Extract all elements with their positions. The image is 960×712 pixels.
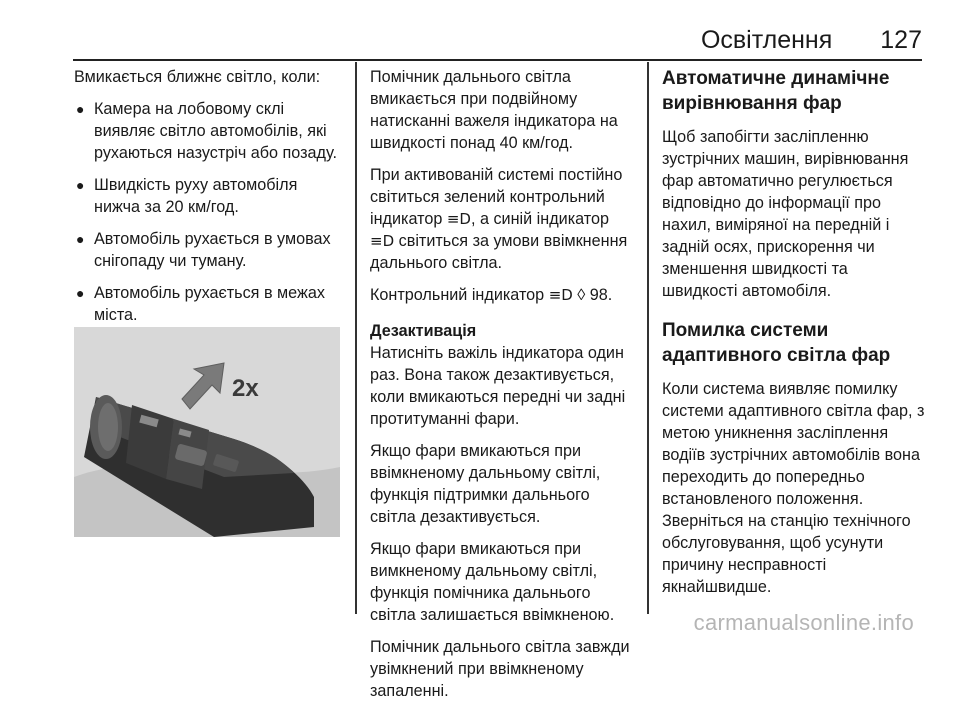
deactivation-heading: Дезактивація	[370, 322, 477, 340]
service-text: Зверніться на станцію технічного обслуговування, щоб усунути причину несправності якнайшвидше.	[662, 512, 911, 596]
high-beam-indicator-icon: ≡D	[548, 286, 573, 304]
page-header	[701, 26, 922, 55]
headlight-off-text: Якщо фари вмикаються при вимкненому дальньому світлі, функція помічника дальнього світла залишається ввімкненою.	[370, 540, 615, 624]
dynamic-leveling-text: Щоб запобігти засліпленню зустрічних машин, вирівнювання фар автоматично регулюється відповідно до інформації про нахил, виміряної на передній і задній осях, прискорення чи зменшення швидкості та швидкості автомобіля.	[662, 128, 909, 300]
bullet-icon: ●	[76, 231, 85, 247]
headlight-on-text: Якщо фари вмикаються при ввімкненому дальньому світлі, функція підтримки дальнього світла дезактивується.	[370, 442, 601, 526]
page-number: 127	[880, 26, 922, 54]
column-2	[370, 66, 635, 712]
adaptive-light-error-text: Коли система виявляє помилку системи адаптивного світла фар, з метою уникнення засліплення водіїв зустрічних автомобілів вона переходить до попередньо встановленого положення.	[662, 380, 925, 508]
conditions-list	[74, 98, 344, 326]
column-divider-1	[355, 62, 357, 614]
list-item: ● Швидкість руху автомобіля нижча за 20 км/год.	[76, 176, 298, 216]
indicator-reference: Контрольний індикатор ≡D ◊ 98.	[370, 286, 613, 304]
ignition-text: Помічник дальнього світла завжди увімкнений при ввімкненому запаленні.	[370, 638, 630, 700]
high-beam-assist-text: Помічник дальнього світла вмикається при подвійному натисканні важеля індикатора на швидкості понад 40 км/год.	[370, 68, 618, 152]
stalk-figure-svg	[74, 327, 340, 537]
page-reference-link[interactable]: ◊ 98.	[572, 286, 613, 304]
header-divider	[73, 59, 922, 61]
column-3	[662, 66, 927, 608]
column-divider-2	[647, 62, 649, 614]
watermark: carmanualsonline.info	[693, 610, 914, 635]
high-beam-blue-indicator-icon: ≡D	[370, 232, 395, 250]
column-1	[74, 66, 344, 364]
list-item: ● Автомобіль рухається в умовах снігопаду чи туману.	[76, 230, 331, 270]
indicator-text: При активованій системі постійно світиться зелений контрольний індикатор ≡D, а синій індикатор ≡D світиться за умови ввімкнення дальнього світла.	[370, 166, 628, 272]
list-item: ● Камера на лобовому склі виявляє світло автомобілів, які рухаються назустріч або позаду.	[76, 100, 337, 162]
adaptive-light-error-heading: Помилка системи адаптивного світла фар	[662, 320, 891, 366]
bullet-icon: ●	[76, 285, 85, 301]
double-press-label: 2x	[232, 375, 259, 402]
bullet-icon: ●	[76, 101, 85, 117]
bullet-icon: ●	[76, 177, 85, 193]
deactivation-text: Натисніть важіль індикатора один раз. Вона також дезактивується, коли вмикаються передні чи задні протитуманні фари.	[370, 344, 626, 428]
dynamic-leveling-heading: Автоматичне динамічне вирівнювання фар	[662, 68, 890, 114]
section-title: Освітлення	[700, 26, 833, 54]
high-beam-indicator-icon: ≡D	[446, 210, 471, 228]
list-item: ● Автомобіль рухається в межах міста.	[76, 284, 325, 324]
indicator-stalk-illustration	[74, 327, 340, 537]
intro-text: Вмикається ближнє світло, коли:	[74, 68, 321, 86]
